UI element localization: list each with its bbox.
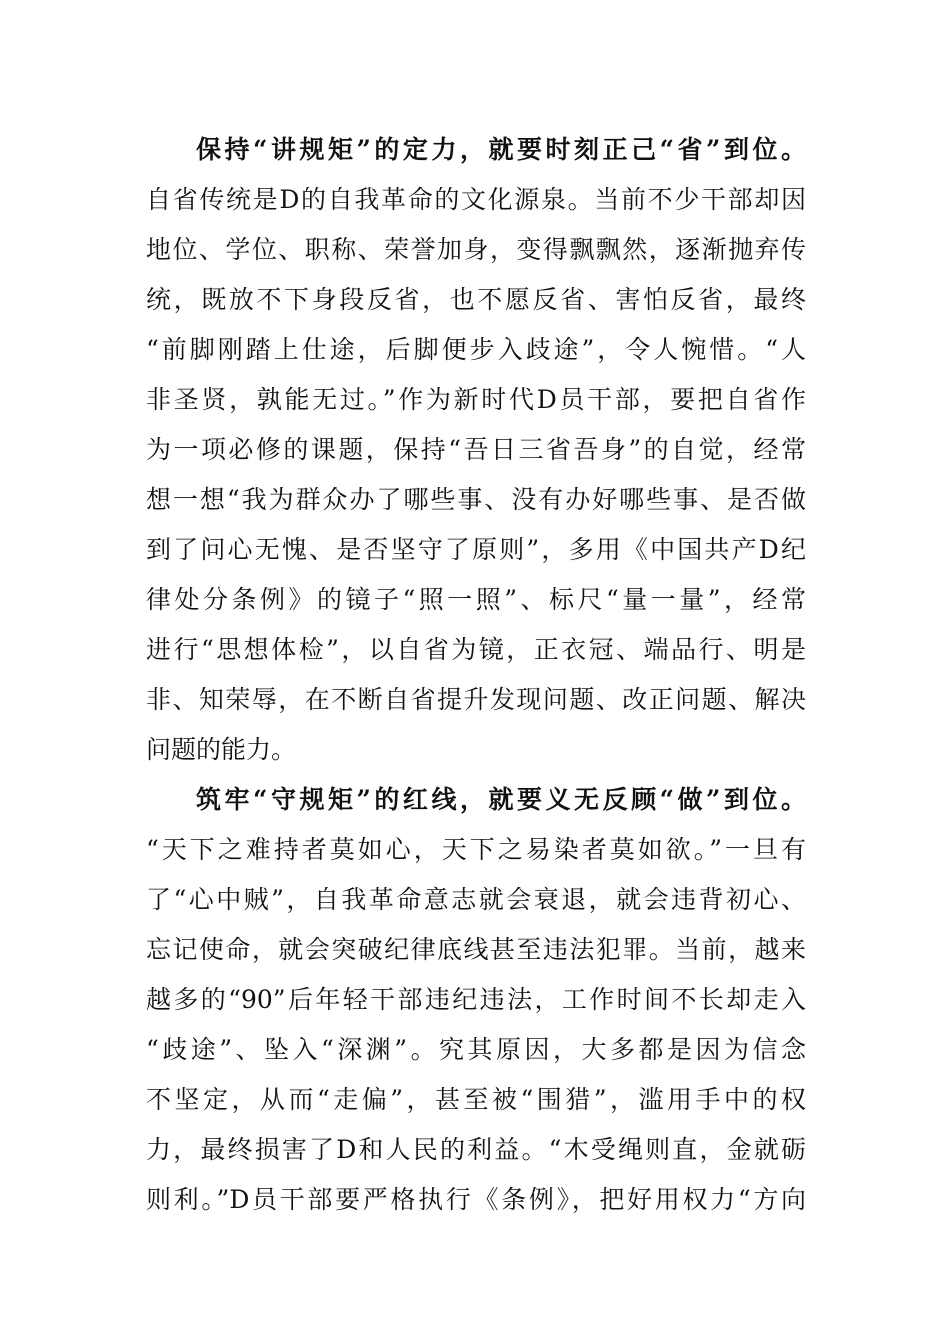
text-line: 越多的“90”后年轻干部违纪违法，工作时间不长却走入: [146, 985, 806, 1014]
text-line: 非、知荣辱，在不断自省提升发现问题、改正问题、解决: [146, 685, 806, 714]
text-line: 了“心中贼”，自我革命意志就会衰退，就会违背初心、: [146, 885, 806, 914]
paragraph-heading: 筑牢“守规矩”的红线，就要义无反顾“做”到位。: [196, 785, 806, 814]
text-line: 忘记使命，就会突破纪律底线甚至违法犯罪。当前，越来: [146, 935, 806, 964]
text-line: 想一想“我为群众办了哪些事、没有办好哪些事、是否做: [146, 485, 806, 514]
text-line: 统，既放不下身段反省，也不愿反省、害怕反省，最终: [146, 285, 806, 314]
text-line: 问题的能力。: [146, 735, 297, 764]
text-line: 律处分条例》的镜子“照一照”、标尺“量一量”，经常: [146, 585, 806, 614]
text-line: 不坚定，从而“走偏”，甚至被“围猎”，滥用手中的权: [146, 1085, 806, 1114]
text-line: 力，最终损害了D和人民的利益。“木受绳则直，金就砺: [146, 1135, 806, 1164]
text-line: “歧途”、坠入“深渊”。究其原因，大多都是因为信念: [146, 1035, 806, 1064]
text-line: 进行“思想体检”，以自省为镜，正衣冠、端品行、明是: [146, 635, 806, 664]
text-line: 自省传统是D的自我革命的文化源泉。当前不少干部却因: [146, 185, 806, 214]
document-body: [146, 125, 806, 1225]
text-line: 则利。”D员干部要严格执行《条例》，把好用权力“方向: [146, 1185, 806, 1214]
text-line: “前脚刚踏上仕途，后脚便步入歧途”，令人惋惜。“人: [146, 335, 806, 364]
text-line: “天下之难持者莫如心，天下之易染者莫如欲。”一旦有: [146, 835, 806, 864]
text-line: 地位、学位、职称、荣誉加身，变得飘飘然，逐渐抛弃传: [146, 235, 806, 264]
paragraph-self-reflection: [146, 125, 806, 775]
text-line: 为一项必修的课题，保持“吾日三省吾身”的自觉，经常: [146, 435, 806, 464]
text-line: 非圣贤，孰能无过。”作为新时代D员干部，要把自省作: [146, 385, 806, 414]
text-line: 到了问心无愧、是否坚守了原则”，多用《中国共产D纪: [146, 535, 806, 564]
paragraph-heading: 保持“讲规矩”的定力，就要时刻正己“省”到位。: [196, 135, 806, 164]
paragraph-red-line: [146, 775, 806, 1225]
